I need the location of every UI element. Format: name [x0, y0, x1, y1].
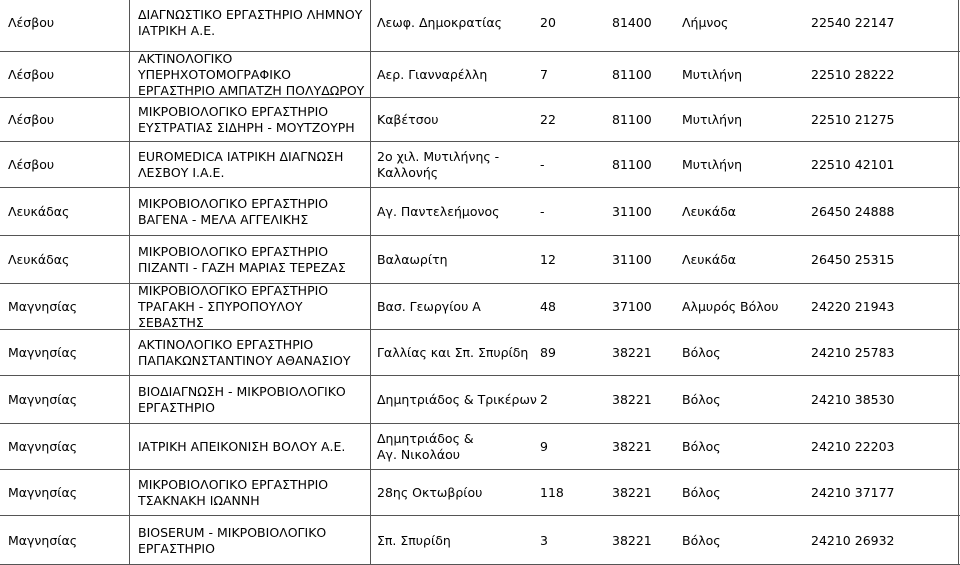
- city-cell: Αλμυρός Βόλου: [682, 299, 779, 314]
- street-number-cell: -: [540, 157, 545, 172]
- column-divider: [958, 0, 959, 565]
- street-number-cell: 12: [540, 252, 556, 267]
- table-row: [0, 330, 960, 376]
- table-row: [0, 0, 960, 52]
- city-cell: Βόλος: [682, 345, 721, 360]
- city-cell: Βόλος: [682, 439, 721, 454]
- street-number-cell: -: [540, 204, 545, 219]
- city-cell: Λήμνος: [682, 15, 729, 30]
- street-cell: Αγ. Παντελεήμονος: [377, 204, 500, 219]
- street-number-cell: 20: [540, 15, 556, 30]
- postal-code-cell: 38221: [612, 439, 652, 454]
- street-cell: Δημητριάδος & Τρικέρων: [377, 392, 537, 407]
- phone-cell: 26450 25315: [811, 252, 895, 267]
- region-cell: Μαγνησίας: [8, 485, 78, 500]
- postal-code-cell: 38221: [612, 532, 652, 548]
- lab-name-cell: ΜΙΚΡΟΒΙΟΛΟΓΙΚΟ ΕΡΓΑΣΤΗΡΙΟ ΤΡΑΓΑΚΗ - ΣΠΥΡΟΠΟΥΛΟΥ ΣΕΒΑΣΤΗΣ: [138, 283, 329, 330]
- city-cell: Βόλος: [682, 532, 721, 548]
- street-number-cell: 22: [540, 112, 556, 127]
- street-number-cell: 9: [540, 439, 548, 454]
- region-cell: Λέσβου: [8, 157, 55, 172]
- column-divider: [129, 0, 130, 565]
- lab-name-cell: BIOSERUM - ΜΙΚΡΟΒΙΟΛΟΓΙΚΟ ΕΡΓΑΣΤΗΡΙΟ: [138, 524, 327, 556]
- street-number-cell: 7: [540, 67, 548, 82]
- postal-code-cell: 38221: [612, 392, 652, 407]
- street-cell: Βασ. Γεωργίου Α: [377, 299, 481, 314]
- street-number-cell: 2: [540, 392, 548, 407]
- postal-code-cell: 81100: [612, 67, 652, 82]
- phone-cell: 22540 22147: [811, 15, 895, 30]
- city-cell: Βόλος: [682, 485, 721, 500]
- phone-cell: 22510 42101: [811, 157, 895, 172]
- region-cell: Λέσβου: [8, 112, 55, 127]
- table-row: [0, 516, 960, 565]
- lab-name-cell: ΜΙΚΡΟΒΙΟΛΟΓΙΚΟ ΕΡΓΑΣΤΗΡΙΟ ΤΣΑΚΝΑΚΗ ΙΩΑΝΝΗ: [138, 477, 329, 508]
- lab-name-cell: ΜΙΚΡΟΒΙΟΛΟΓΙΚΟ ΕΡΓΑΣΤΗΡΙΟ ΠΙΖΑΝΤΙ - ΓΑΖΗ ΜΑΡΙΑΣ ΤΕΡΕΖΑΣ: [138, 244, 346, 275]
- street-number-cell: 118: [540, 485, 564, 500]
- region-cell: Λέσβου: [8, 67, 55, 82]
- region-cell: Μαγνησίας: [8, 439, 78, 454]
- postal-code-cell: 81100: [612, 112, 652, 127]
- postal-code-cell: 38221: [612, 345, 652, 360]
- street-number-cell: 3: [540, 532, 548, 548]
- table-row: [0, 236, 960, 284]
- region-cell: Λέσβου: [8, 15, 55, 30]
- table-row: [0, 424, 960, 470]
- city-cell: Μυτιλήνη: [682, 157, 742, 172]
- table-row: [0, 98, 960, 142]
- phone-cell: 26450 24888: [811, 204, 895, 219]
- postal-code-cell: 31100: [612, 204, 652, 219]
- table-row: [0, 52, 960, 98]
- table-row: [0, 376, 960, 424]
- lab-name-cell: ΔΙΑΓΝΩΣΤΙΚΟ ΕΡΓΑΣΤΗΡΙΟ ΛΗΜΝΟΥ ΙΑΤΡΙΚΗ Α.Ε.: [138, 7, 363, 38]
- region-cell: Λευκάδας: [8, 204, 70, 219]
- postal-code-cell: 81100: [612, 157, 652, 172]
- phone-cell: 24210 38530: [811, 392, 895, 407]
- street-cell: Σπ. Σπυρίδη: [377, 532, 451, 548]
- phone-cell: 24210 26932: [811, 532, 895, 548]
- region-cell: Μαγνησίας: [8, 345, 78, 360]
- region-cell: Μαγνησίας: [8, 392, 78, 407]
- region-cell: Μαγνησίας: [8, 532, 78, 548]
- table-row: [0, 284, 960, 330]
- street-cell: Γαλλίας και Σπ. Σπυρίδη: [377, 345, 529, 360]
- phone-cell: 24220 21943: [811, 299, 895, 314]
- phone-cell: 24210 37177: [811, 485, 895, 500]
- city-cell: Λευκάδα: [682, 204, 737, 219]
- street-cell: Βαλαωρίτη: [377, 252, 448, 267]
- postal-code-cell: 37100: [612, 299, 652, 314]
- table-row: [0, 188, 960, 236]
- lab-name-cell: ΑΚΤΙΝΟΛΟΓΙΚΟ ΥΠΕΡΗΧΟΤΟΜΟΓΡΑΦΙΚΟ ΕΡΓΑΣΤΗΡΙΟ ΑΜΠΑΤΖΗ ΠΟΛΥΔΩΡΟΥ: [138, 51, 365, 98]
- lab-name-cell: EUROMEDICA ΙΑΤΡΙΚΗ ΔΙΑΓΝΩΣΗ ΛΕΣΒΟΥ Ι.Α.Ε.: [138, 149, 344, 180]
- region-cell: Μαγνησίας: [8, 299, 78, 314]
- lab-name-cell: ΒΙΟΔΙΑΓΝΩΣΗ - ΜΙΚΡΟΒΙΟΛΟΓΙΚΟ ΕΡΓΑΣΤΗΡΙΟ: [138, 384, 346, 415]
- street-cell: Δημητριάδος & Αγ. Νικολάου: [377, 431, 474, 462]
- region-cell: Λευκάδας: [8, 252, 70, 267]
- table-row: [0, 470, 960, 516]
- phone-cell: 22510 28222: [811, 67, 895, 82]
- phone-cell: 24210 25783: [811, 345, 895, 360]
- phone-cell: 22510 21275: [811, 112, 895, 127]
- postal-code-cell: 38221: [612, 485, 652, 500]
- lab-name-cell: ΜΙΚΡΟΒΙΟΛΟΓΙΚΟ ΕΡΓΑΣΤΗΡΙΟ ΒΑΓΕΝΑ - ΜΕΛΑ ΑΓΓΕΛΙΚΗΣ: [138, 196, 329, 227]
- street-cell: 28ης Οκτωβρίου: [377, 485, 483, 500]
- lab-name-cell: ΑΚΤΙΝΟΛΟΓΙΚΟ ΕΡΓΑΣΤΗΡΙΟ ΠΑΠΑΚΩΝΣΤΑΝΤΙΝΟΥ ΑΘΑΝΑΣΙΟΥ: [138, 337, 351, 368]
- postal-code-cell: 31100: [612, 252, 652, 267]
- city-cell: Βόλος: [682, 392, 721, 407]
- lab-name-cell: ΜΙΚΡΟΒΙΟΛΟΓΙΚΟ ΕΡΓΑΣΤΗΡΙΟ ΕΥΣΤΡΑΤΙΑΣ ΣΙΔΗΡΗ - ΜΟΥΤΖΟΥΡΗ: [138, 104, 355, 135]
- street-cell: Αερ. Γιανναρέλλη: [377, 67, 488, 82]
- city-cell: Λευκάδα: [682, 252, 737, 267]
- street-cell: Καβέτσου: [377, 112, 439, 127]
- street-number-cell: 48: [540, 299, 556, 314]
- street-cell: 2ο χιλ. Μυτιλήνης - Καλλονής: [377, 149, 500, 180]
- city-cell: Μυτιλήνη: [682, 67, 742, 82]
- lab-name-cell: ΙΑΤΡΙΚΗ ΑΠΕΙΚΟΝΙΣΗ ΒΟΛΟΥ Α.Ε.: [138, 439, 346, 454]
- column-divider: [370, 0, 371, 565]
- city-cell: Μυτιλήνη: [682, 112, 742, 127]
- phone-cell: 24210 22203: [811, 439, 895, 454]
- table-row: [0, 142, 960, 188]
- postal-code-cell: 81400: [612, 15, 652, 30]
- street-cell: Λεωφ. Δημοκρατίας: [377, 15, 502, 30]
- street-number-cell: 89: [540, 345, 556, 360]
